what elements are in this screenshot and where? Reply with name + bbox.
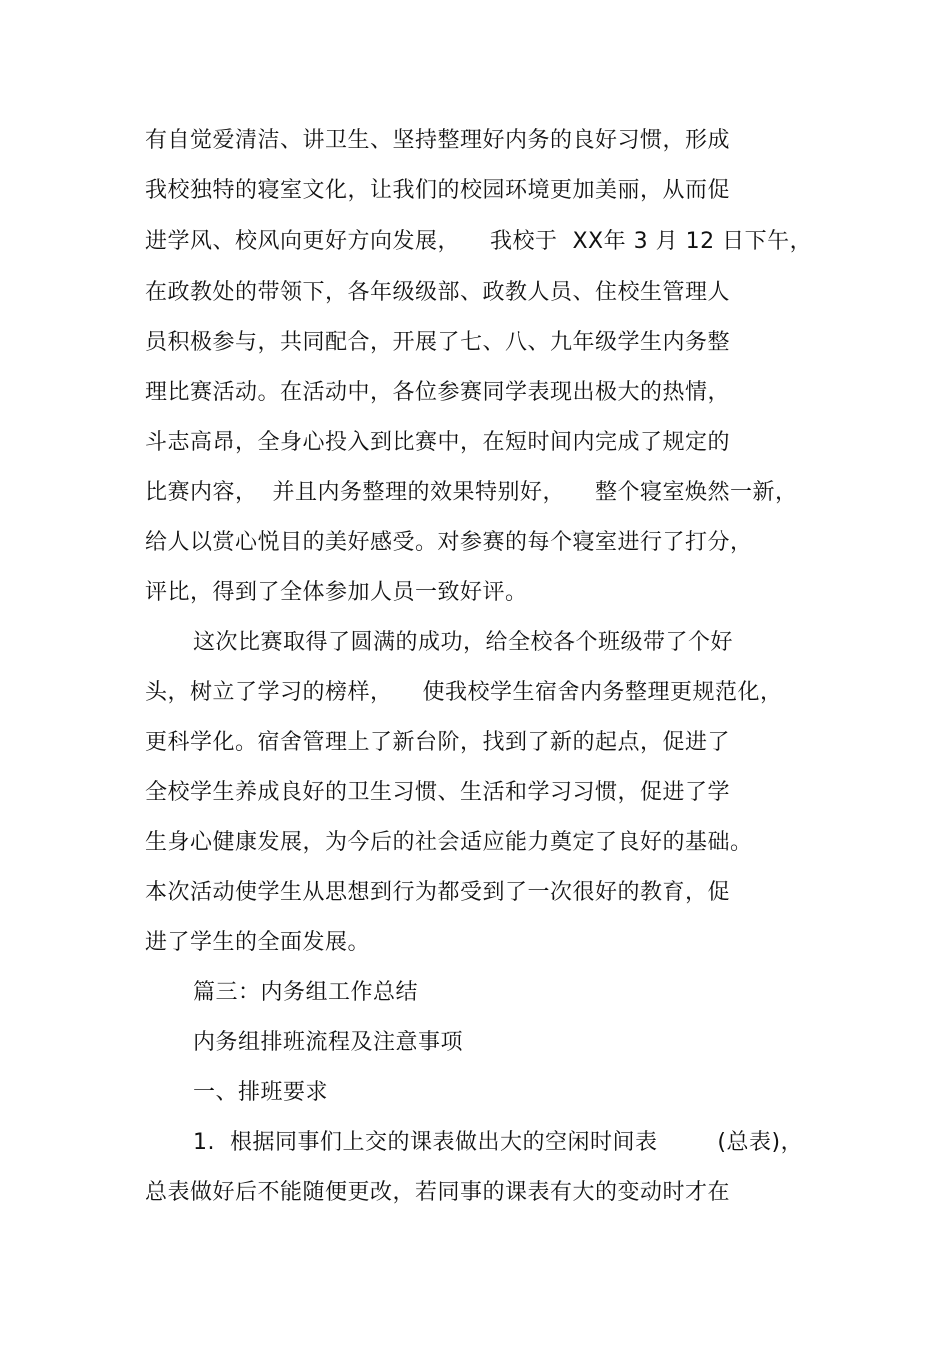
paragraph-first-line: 这次比赛取得了圆满的成功，给全校各个班级带了个好 xyxy=(193,630,734,655)
subsection-heading: 内务组排班流程及注意事项 xyxy=(193,1030,464,1055)
text-line: 在政教处的带领下，各年级级部、政教人员、住校生管理人 xyxy=(145,280,731,305)
text-line: 评比，得到了全体参加人员一致好评。 xyxy=(145,580,528,605)
text-line: 斗志高昂，全身心投入到比赛中，在短时间内完成了规定的 xyxy=(145,430,731,455)
section-heading: 篇三：内务组工作总结 xyxy=(193,980,419,1005)
text-line: 进学风、校风向更好方向发展， 我校于 XX年 3 月 12 日下午， xyxy=(145,229,813,254)
text-line: 进了学生的全面发展。 xyxy=(145,930,371,955)
text-line: 全校学生养成良好的卫生习惯、生活和学习习惯，促进了学 xyxy=(145,780,731,805)
text-line: 有自觉爱清洁、讲卫生、坚持整理好内务的良好习惯，形成 xyxy=(145,128,731,153)
text-line: 生身心健康发展，为今后的社会适应能力奠定了良好的基础。 xyxy=(145,830,753,855)
text-line: 更科学化。宿舍管理上了新台阶，找到了新的起点，促进了 xyxy=(145,730,731,755)
text-line: 本次活动使学生从思想到行为都受到了一次很好的教育，促 xyxy=(145,880,731,905)
text-line: 比赛内容， 并且内务整理的效果特别好， 整个寝室焕然一新， xyxy=(145,480,798,505)
text-line: 理比赛活动。在活动中，各位参赛同学表现出极大的热情， xyxy=(145,380,731,405)
list-item: 1. 根据同事们上交的课表做出大的空闲时间表 (总表)， xyxy=(193,1130,804,1155)
text-line: 员积极参与，共同配合，开展了七、八、九年级学生内务整 xyxy=(145,330,731,355)
text-line: 给人以赏心悦目的美好感受。对参赛的每个寝室进行了打分， xyxy=(145,530,753,555)
text-line: 我校独特的寝室文化，让我们的校园环境更加美丽，从而促 xyxy=(145,178,731,203)
text-line: 头，树立了学习的榜样， 使我校学生宿舍内务整理更规范化， xyxy=(145,680,783,705)
list-heading: 一、排班要求 xyxy=(193,1080,329,1105)
text-line: 总表做好后不能随便更改，若同事的课表有大的变动时才在 xyxy=(145,1180,731,1205)
